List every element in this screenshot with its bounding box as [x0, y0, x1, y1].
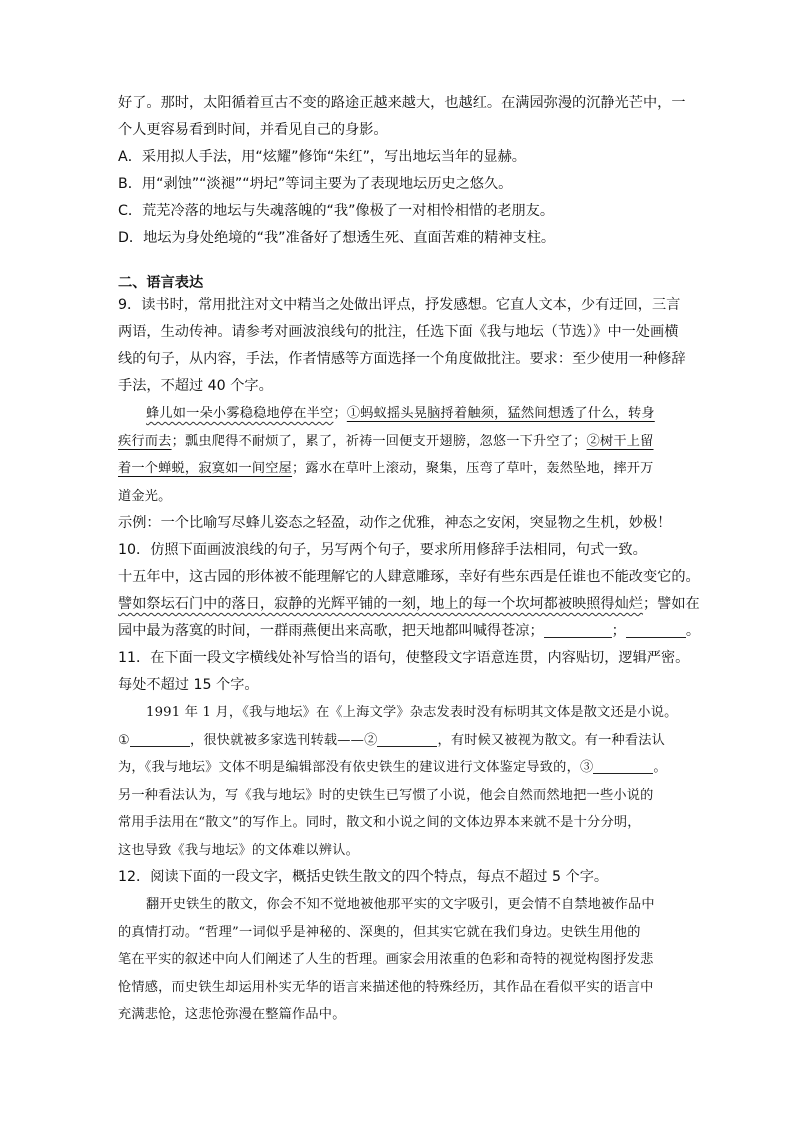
example-answer: 示例：一个比喻写尽蜂儿姿态之轻盈，动作之优雅，神态之安闲，突显物之生机，妙极！ — [118, 515, 672, 531]
period: 。 — [685, 623, 701, 639]
q11-paragraph-line: 常用手法用在“散文”的写作上。同时，散文和小说之间的文体边界本来就不是十分分明， — [118, 815, 641, 830]
q12-paragraph-line: 笔在平实的叙述中向人们阐述了人生的哲理。画家会用浓重的色彩和奇特的视觉构图抒发悲 — [118, 952, 654, 967]
q12-paragraph-line: 充满悲怆，这悲怆弥漫在整篇作品中。 — [118, 1007, 346, 1022]
excerpt-line — [118, 428, 686, 456]
excerpt-line — [118, 455, 686, 483]
answer-blank-1[interactable] — [544, 623, 612, 638]
q11-paragraph-line: 这也导致《我与地坛》的文体难以辨认。 — [118, 842, 359, 858]
blank-marker-3: ③ — [579, 760, 594, 775]
option-b: B．用“剥蚀”“淡褪”“坍圮”等词主要为了表现地坛历史之悠久。 — [118, 176, 513, 192]
question-9-line: 手法，不超过 40 个字。 — [118, 378, 273, 394]
paragraph-text: ，很快就被多家选刊转载—— — [190, 732, 365, 748]
excerpt-text: ；瓢虫爬得不耐烦了，累了，祈祷一回便支开翅膀，忽悠一下升空了； — [171, 433, 587, 449]
excerpt-line: 道金光。 — [118, 488, 172, 504]
fill-blank-1[interactable] — [130, 732, 190, 747]
paragraph-text: ，有时候又被视为散文。有一种看法认 — [437, 732, 666, 748]
fill-blank-2[interactable] — [377, 732, 437, 747]
sentence-text: ；譬如在 — [642, 596, 700, 612]
underlined-sentence-1-end: 疾行而去 — [118, 433, 172, 449]
exam-page — [118, 90, 701, 1029]
sentence-text: 园中最为落寞的时间，一群雨燕便出来高歌，把天地都叫喊得苍凉； — [118, 623, 544, 639]
underlined-sentence-1: ①蚂蚁摇头晃脑捋着触须，猛然间想透了什么，转身 — [346, 406, 655, 421]
passage-line: 好了。那时，太阳循着亘古不变的路途正越来越大，也越红。在满园弥漫的沉静光芒中，一 — [118, 95, 686, 111]
excerpt-text: ； — [333, 406, 347, 421]
underlined-sentence-2-end: 着一个蝉蜕，寂寞如一间空屋 — [118, 461, 293, 476]
option-d: D．地坛为身处绝境的“我”准备好了想透生死、直面苦难的精神支柱。 — [118, 230, 556, 246]
paragraph-text: 。 — [653, 760, 667, 775]
q12-paragraph-line: 怆情感，而史铁生却运用朴实无华的语言来描述他的特殊经历，其作品在看似平实的语言中 — [118, 979, 654, 995]
question-10-line — [118, 618, 701, 645]
wavy-sentence: 譬如祭坛石门中的落日，寂静的光辉平铺的一刻，地上的每一个坎坷都被映照得灿烂 — [118, 596, 643, 612]
paragraph-text: 为，《我与地坛》文体不明是编辑部没有依史铁生的建议进行文体鉴定导致的， — [118, 760, 580, 775]
q11-paragraph-line: 1991 年 1 月，《我与地坛》在《上海文学》杂志发表时没有标明其文体是散文还是小说。 — [146, 705, 678, 720]
question-10-line: 10．仿照下面画波浪线的句子，另写两个句子，要求所用修辞手法相同，句式一致。 — [118, 542, 647, 558]
excerpt-text: ；露水在草叶上滚动，聚集，压弯了草叶，轰然坠地，摔开万 — [292, 461, 654, 476]
question-9-line: 9．读书时，常用批注对文中精当之处做出评点，抒发感想。它直人文本，少有迂回，三言 — [118, 297, 681, 313]
question-11-line: 每处不超过 15 个字。 — [118, 677, 259, 693]
wavy-sentence: 蜂儿如一朵小雾稳稳地停在半空 — [146, 406, 334, 421]
q11-paragraph-line — [118, 754, 686, 782]
question-9-line: 线的句子，从内容，手法，作者情感等方面选择一个角度做批注。要求：至少使用一种修辞 — [118, 351, 686, 367]
question-11-line: 11．在下面一段文字横线处补写恰当的语句，使整段文字语意连贯，内容贴切，逻辑严密。 — [118, 650, 690, 666]
passage-line: 个人更容易看到时间，并看见自己的身影。 — [118, 122, 388, 138]
blank-marker-2: ② — [364, 732, 378, 748]
option-c: C．荒芜冷落的地坛与失魂落魄的“我”像极了一对相怜相惜的老朋友。 — [118, 203, 555, 219]
question-12-line: 12．阅读下面的一段文字，概括史铁生散文的四个特点，每点不超过 5 个字。 — [118, 869, 609, 885]
q11-paragraph-line — [118, 727, 686, 755]
q12-paragraph-line: 的真情打动。“哲理”一词似乎是神秘的、深奥的，但其实它就在我们身边。史铁生用他的 — [118, 924, 641, 940]
q11-paragraph-line: 另一种看法认为，写《我与地坛》时的史铁生已写惯了小说，他会自然而然地把一些小说的 — [118, 787, 654, 803]
q12-paragraph-line: 翻开史铁生的散文，你会不知不觉地被他那平实的文字吸引，更会情不自禁地被作品中 — [146, 897, 655, 912]
question-10-line: 十五年中，这古园的形体被不能理解它的人肆意雕琢，幸好有些东西是任谁也不能改变它的。 — [118, 569, 700, 585]
section-heading: 二、语言表达 — [118, 275, 204, 291]
excerpt-line — [118, 400, 686, 428]
answer-blank-2[interactable] — [626, 623, 686, 638]
underlined-sentence-2: ②树干上留 — [586, 433, 654, 449]
question-9-line: 两语，生动传神。请参考对画波浪线句的批注，任选下面《我与地坛（节选）》中一处画横 — [118, 324, 679, 340]
question-10-line — [118, 591, 700, 618]
separator: ； — [611, 623, 626, 639]
option-a: A．采用拟人手法，用“炫耀”修饰“朱红”，写出地坛当年的显赫。 — [118, 149, 526, 165]
blank-marker-1: ① — [118, 732, 131, 748]
fill-blank-3[interactable] — [593, 759, 653, 774]
